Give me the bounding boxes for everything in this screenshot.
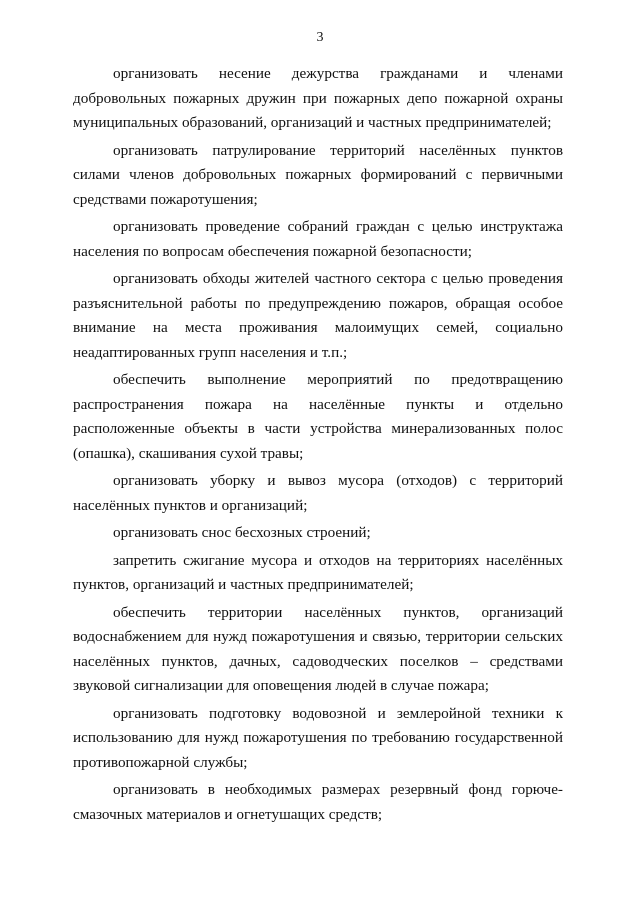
- paragraph-citizen-meetings: организовать проведение собраний граждан с целью инструктажа населения по вопросам обеспечения пожарной безопасности;: [73, 218, 563, 260]
- paragraph-waste-removal: организовать уборку и вывоз мусора (отходов) с территорий населённых пунктов и организаций;: [73, 472, 563, 514]
- paragraph-abandoned-buildings: организовать снос бесхозных строений;: [113, 524, 371, 541]
- page-number: 3: [316, 30, 324, 45]
- document-body: [73, 62, 563, 830]
- paragraph-fire-spread-prevention: обеспечить выполнение мероприятий по предотвращению распространения пожара на населённые пункты и отдельно расположенные объекты в части устройства минерализованных полос (опашка), скашивания сухой травы;: [73, 371, 563, 462]
- paragraph-equipment-preparation: организовать подготовку водовозной и землеройной техники к использованию для нужд пожаротушения по требованию государственной противопожарной службы;: [73, 704, 563, 771]
- paragraph-duty-organization: организовать несение дежурства гражданами и членами добровольных пожарных дружин при пожарных депо пожарной охраны муниципальных образований, организаций и частных предпринимателей;: [73, 65, 563, 131]
- paragraph-patrol-organization: организовать патрулирование территорий населённых пунктов силами членов добровольных пожарных формирований с первичными средствами пожаротушения;: [73, 141, 563, 208]
- paragraph-private-sector-visits: организовать обходы жителей частного сектора с целью проведения разъяснительной работы по предупреждению пожаров, обращая особое внимание на места проживания малоимущих семей, социально неадаптированных групп населения и т.п.;: [73, 270, 563, 361]
- paragraph-burning-ban: запретить сжигание мусора и отходов на территориях населённых пунктов, организаций и частных предпринимателей;: [73, 551, 563, 593]
- paragraph-reserve-fund: организовать в необходимых размерах резервный фонд горюче-смазочных материалов и огнетушащих средств;: [73, 781, 563, 823]
- paragraph-water-and-alerts: обеспечить территории населённых пунктов, организаций водоснабжением для нужд пожаротушения и связью, территории сельских населённых пунктов, дачных, садоводческих поселков – средствами звуковой сигнализации для оповещения людей в случае пожара;: [73, 603, 563, 694]
